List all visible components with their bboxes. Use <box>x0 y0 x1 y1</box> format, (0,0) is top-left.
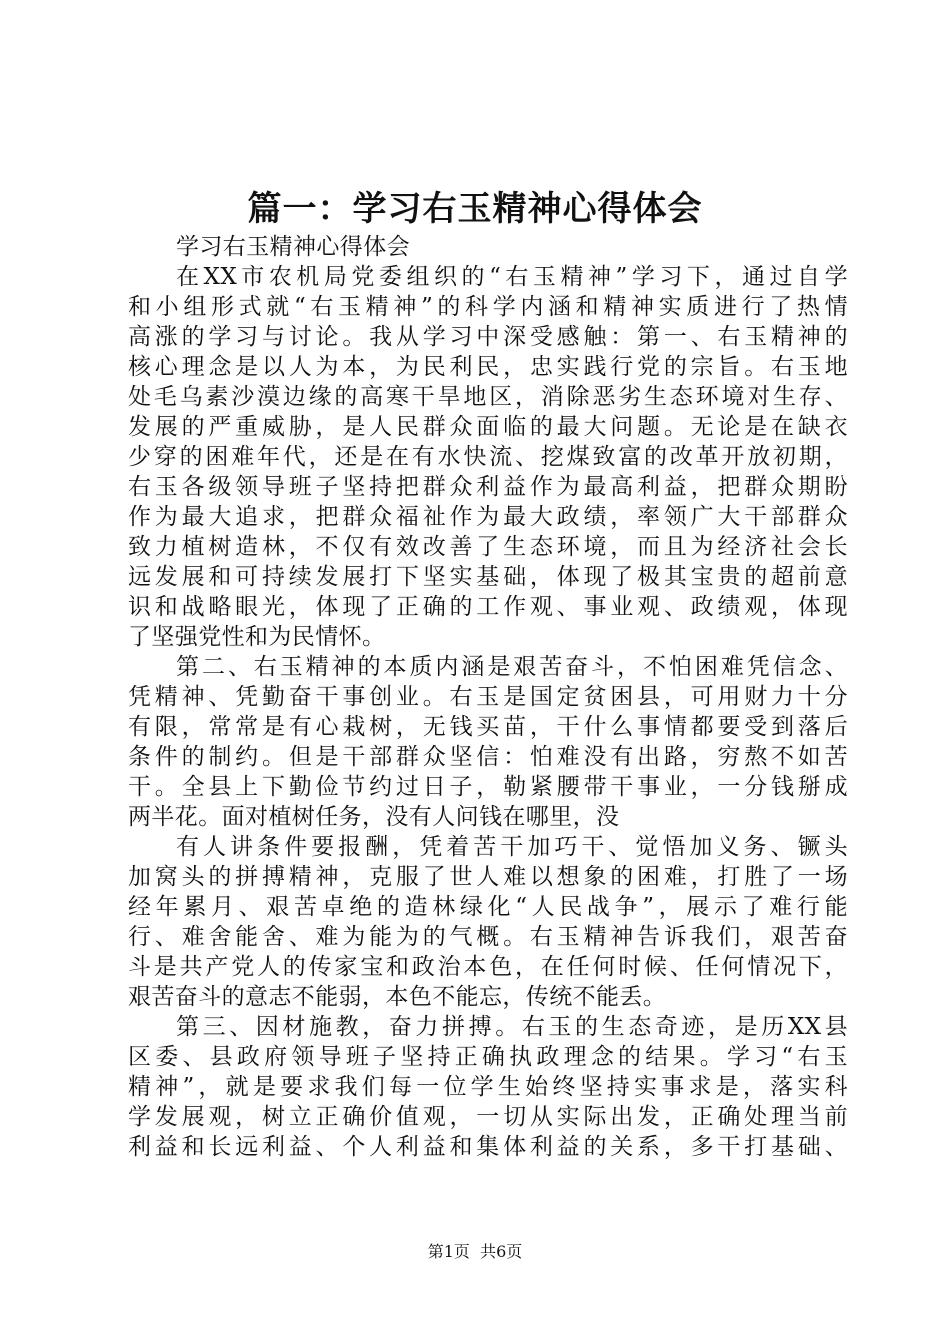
text-line: 学习右玉精神心得体会 <box>176 234 410 260</box>
text-line: 了坚强党性和为民情怀。 <box>128 624 386 650</box>
page-footer: 第1页 共6页 <box>427 1242 523 1261</box>
text-line: 艰苦奋斗的意志不能弱，本色不能忘，传统不能丢。 <box>128 984 667 1010</box>
text-line: 精神”，就是要求我们每一位学生始终坚持实事求是，落实科 <box>128 1074 848 1100</box>
text-line: 远发展和可持续发展打下坚实基础，体现了极其宝贵的超前意 <box>128 564 848 590</box>
text-line: 行、难舍能舍、难为能为的气概。右玉精神告诉我们，艰苦奋 <box>128 924 848 950</box>
text-line: 第二、右玉精神的本质内涵是艰苦奋斗，不怕困难凭信念、 <box>176 654 848 680</box>
text-line: 第三、因材施教，奋力拼搏。右玉的生态奇迹，是历XX县 <box>176 1014 848 1040</box>
text-line: 在XX市农机局党委组织的“右玉精神”学习下，通过自学 <box>176 264 848 290</box>
text-line: 斗是共产党人的传家宝和政治本色，在任何时候、任何情况下， <box>128 954 848 980</box>
text-line: 右玉各级领导班子坚持把群众利益作为最高利益，把群众期盼 <box>128 474 848 500</box>
text-line: 和小组形式就“右玉精神”的科学内涵和精神实质进行了热情 <box>128 294 848 320</box>
text-line: 少穿的困难年代，还是在有水快流、挖煤致富的改革开放初期， <box>128 444 848 470</box>
text-line: 有人讲条件要报酬，凭着苦干加巧干、觉悟加义务、镢头 <box>176 834 848 860</box>
text-line: 作为最大追求，把群众福祉作为最大政绩，率领广大干部群众 <box>128 504 848 530</box>
text-line: 凭精神、凭勤奋干事创业。右玉是国定贫困县，可用财力十分 <box>128 684 848 710</box>
text-line: 两半花。面对植树任务，没有人问钱在哪里，没 <box>128 804 620 830</box>
text-line: 干。全县上下勤俭节约过日子，勒紧腰带干事业，一分钱掰成 <box>128 774 848 800</box>
document-body <box>128 232 848 1162</box>
text-line: 核心理念是以人为本，为民利民，忠实践行党的宗旨。右玉地 <box>128 354 848 380</box>
document-title: 篇一：学习右玉精神心得体会 <box>247 189 703 229</box>
text-line: 高涨的学习与讨论。我从学习中深受感触：第一、右玉精神的 <box>128 324 848 350</box>
text-line: 处毛乌素沙漠边缘的高寒干旱地区，消除恶劣生态环境对生存、 <box>128 384 848 410</box>
text-line: 利益和长远利益、个人利益和集体利益的关系，多干打基础、 <box>128 1134 848 1160</box>
text-line: 经年累月、艰苦卓绝的造林绿化“人民战争”，展示了难行能 <box>128 894 848 920</box>
text-line: 有限，常常是有心栽树，无钱买苗，干什么事情都要受到落后 <box>128 714 848 740</box>
text-line: 条件的制约。但是干部群众坚信：怕难没有出路，穷熬不如苦 <box>128 744 848 770</box>
text-line: 识和战略眼光，体现了正确的工作观、事业观、政绩观，体现 <box>128 594 848 620</box>
text-line: 学发展观，树立正确价值观，一切从实际出发，正确处理当前 <box>128 1104 848 1130</box>
text-line: 发展的严重威胁，是人民群众面临的最大问题。无论是在缺衣 <box>128 414 848 440</box>
text-line: 加窝头的拼搏精神，克服了世人难以想象的困难，打胜了一场 <box>128 864 848 890</box>
text-line: 区委、县政府领导班子坚持正确执政理念的结果。学习“右玉 <box>128 1044 848 1070</box>
text-line: 致力植树造林，不仅有效改善了生态环境，而且为经济社会长 <box>128 534 848 560</box>
